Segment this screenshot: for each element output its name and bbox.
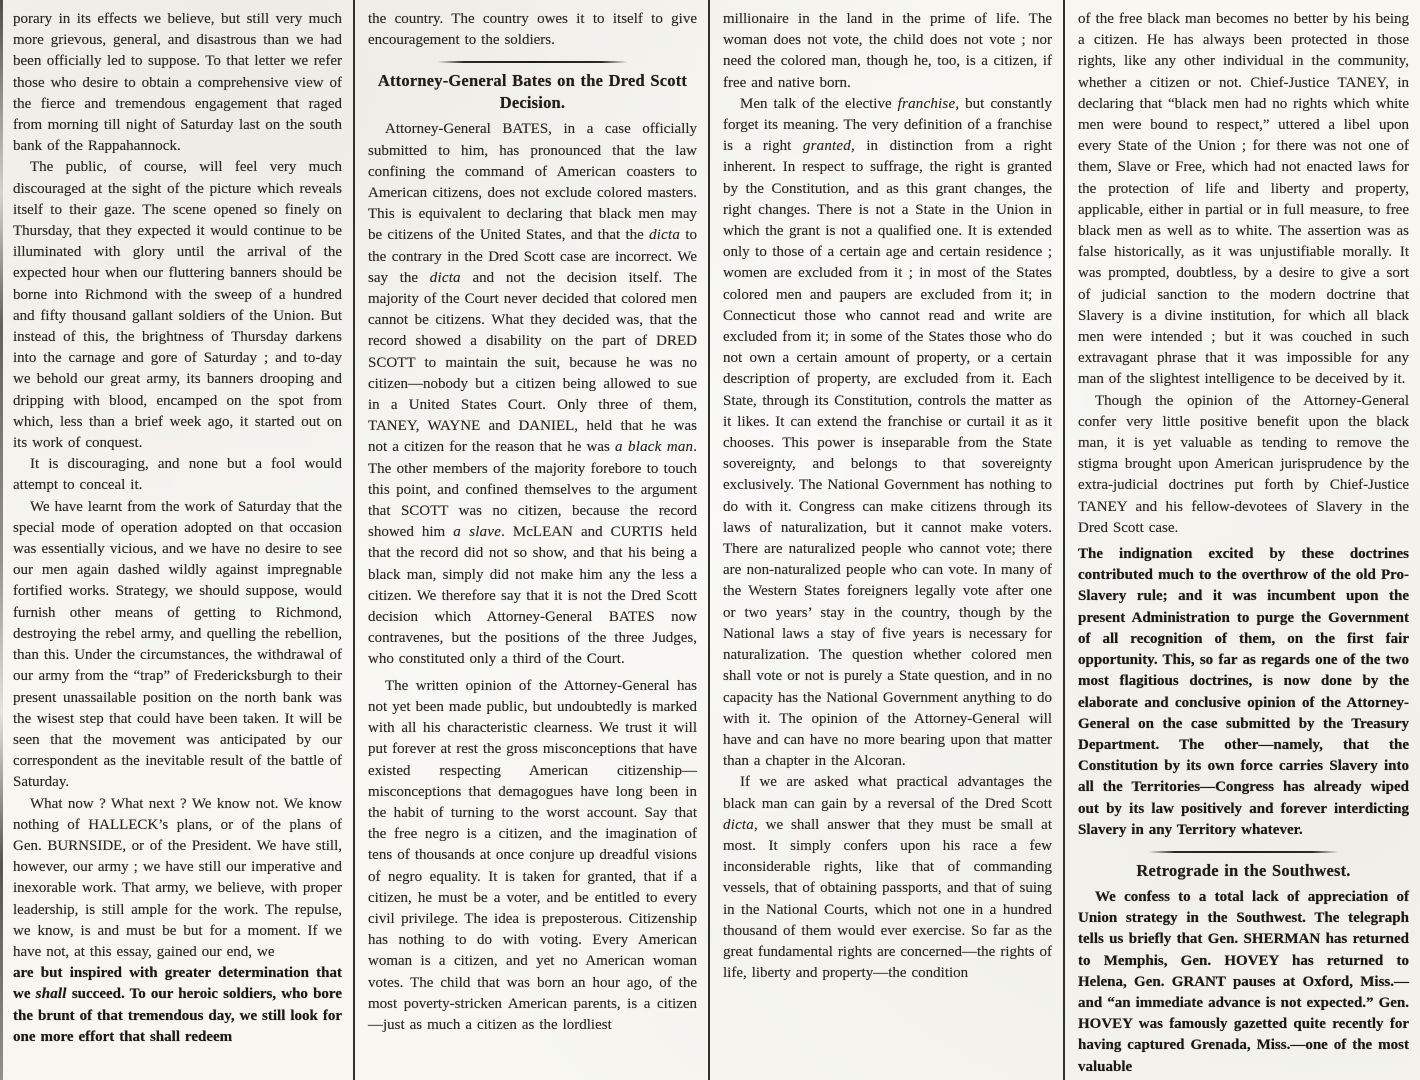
paragraph: The public, of course, will feel very much discouraged at the sight of the picture which reveals itself to their gaze. The scene opened so finely on Thursday, that they expected it would continue to be illuminated with glory until the arrival of the expected hour when our fluttering banners should be borne into Richmond with the sweep of a hundred and fifty thousand gallant soldiers of the Union. But instead of this, the brightness of Thursday darkens into the carnage and gore of Saturday ; and to-day we behold our great army, its banners drooping and dripping with blood, encamped on the spot from which, less than a brief week ago, it started out on its work of conquest. — [13, 159, 342, 452]
paragraph: We have learnt from the work of Saturday that the special mode of operation adopted on that occasion was essentially vicious, and we have no desire to see our men again dashed wildly against impregnable fortified works. Strategy, we should suppose, would furnish other means of getting to Richmond, destroying the rebel army, and quelling the rebellion, than this. Under the circumstances, the withdrawal of our army from the “trap” of Fredericksburgh to their present unassailable position on the north bank was the wisest step that could have been taken. It will be seen that the movement was anticipated by our correspondent as the inevitable result of the battle of Saturday. — [13, 498, 342, 791]
paragraph: We confess to a total lack of appreciation of Union strategy in the Southwest. The telegraph tells us briefly that Gen. SHERMAN has returned to Memphis, Gen. HOVEY has returned to Helena, Gen. GRANT pauses at Oxford, Miss.—and “an immediate advance is not expected.” Gen. HOVEY was famously gazetted quite recently for having captured Grenada, Miss.—one of the most valuable — [1078, 888, 1409, 1075]
column-3 — [710, 0, 1065, 1080]
paragraph: porary in its effects we believe, but still very much more grievous, general, and disastrous than we had been officially led to suppose. To that letter we refer those who desire to obtain a comprehensive view of the fierce and tremendous engagement that raged from morning till night of Saturday last on the south bank of the Rappahannock. — [13, 11, 342, 155]
paragraph: millionaire in the land in the prime of life. The woman does not vote, the child does not vote ; nor need the colored man, though he, too, is a citizen, if free and native born. — [723, 11, 1052, 91]
paragraph-bold-continuation: are but inspired with greater determination that we shall succeed. To our heroic soldiers, who bore the brunt of that tremendous day, we still look for one more effort that shall redeem — [13, 965, 342, 1045]
headline-retrograde-southwest: Retrograde in the Southwest. — [1136, 860, 1351, 880]
paragraph: If we are asked what practical advantages the black man can gain by a reversal of the Dred Scott dicta, we shall answer that they must be small at most. It simply confers upon his race a few inconsiderable rights, like that of commanding vessels, that of obtaining passports, and that of suing in the National Courts, which not one in a hundred thousand of them would ever exercise. So far as the great fundamental rights are concerned—the rights of life, liberty and property—the condition — [723, 774, 1052, 982]
paragraph: Men talk of the elective franchise, but constantly forget its meaning. The very definition of a franchise is a right granted, in distinction from a right inherent. In respect to suffrage, the right is granted by the Constitution, and as this grant changes, the right changes. There is not a State in the Union in which the grant is not a qualified one. It is extended only to those of a certain age and certain residence ; women are excluded from it ; in most of the States colored men and paupers are excluded from it; in Connecticut those who cannot read and write are excluded from it; in some of the States those who do not own a certain amount of property, or a certain description of property, are excluded from it. Each State, through its Constitution, controls the matter as it likes. It can extend the franchise or curtail it as it chooses. This power is inseparable from the State sovereignty, and belongs to that sovereignty exclusively. The National Government has nothing to do with it. Congress can make citizens through its laws of naturalization, but it cannot make voters. There are naturalized people who cannot vote; there are non-naturalized people who can vote. In many of the Western States foreigners legally vote after one or two years’ stay in the country, though by the National laws a stay of five years is necessary for naturalization. The question whether colored men shall vote or not is purely a State question, and in no capacity has the National Government anything to do with it. The opinion of the Attorney-General will have and can have no more bearing upon that matter than a chapter in the Alcoran. — [723, 95, 1053, 770]
paragraph: It is discouraging, and none but a fool would attempt to conceal it. — [13, 456, 342, 494]
column-4 — [1065, 0, 1420, 1080]
paragraph: What now ? What next ? We know not. We know nothing of HALLECK’s plans, or of the plans of Gen. BURNSIDE, or of the President. We have still, however, our army ; we have still our imperative and inexorable work. That army, we believe, with proper leadership, is still ample for the work. The repulse, we know, is and must be but for a moment. If we have not, at this essay, gained our end, we — [13, 795, 342, 960]
paragraph: The written opinion of the Attorney-General has not yet been made public, but undoubtedly is marked with all his characteristic clearness. We trust it will put forever at rest the gross misconceptions that have existed respecting American citizenship—misconceptions that demagogues have long been in the habit of turning to the worst account. Say that the free negro is a citizen, and the imagination of tens of thousands at once conjure up dreadful visions of negro equality. It is taken for granted, that if a citizen, he must be a voter, and be entitled to every civil privilege. The idea is preposterous. Citizenship has nothing to do with voting. Every American woman is a citizen, and yet no American woman votes. The child that was born an hour ago, of the most poverty-stricken American parents, is a citizen—just as much a citizen as the lordliest — [368, 677, 697, 1033]
paragraph: of the free black man becomes no better by his being a citizen. He has always been protected in those rights, like any other individual in the community, whether a citizen or not. Chief-Justice TANEY, in declaring that “black men had no rights which white men were bound to respect,” uttered a libel upon every State of the Union ; for there was not one of them, Slave or Free, which had not enacted laws for the protection of life and liberty and property, applicable, either in partial or in full measure, to free black men as well as to white. The assertion was as false historically, as it was unjustifiable morally. It was prompted, doubtless, by a desire to give a sort of judicial sanction to the modern doctrine that Slavery is a divine institution, for which all black men were intended ; but it was couched in such extravagant phrase that it was impossible for any man of the slightest intelligence to be deceived by it. — [1078, 11, 1409, 388]
paragraph-bold-editorial: The indignation excited by these doctrines contributed much to the overthrow of the old Pro-Slavery rule; and it was incumbent upon the present Administration to purge the Government of all recognition of them, on the first fair opportunity. This, so far as regards one of the two most flagitious doctrines, is now done by the elaborate and conclusive opinion of the Attorney-General on the case submitted by the Treasury Department. The other—namely, that the Constitution by its own force carries Slavery into all the Territories—Congress has already wiped out by its law positively and forever interdicting Slavery in any Territory whatever. — [1078, 546, 1409, 838]
section-divider — [437, 61, 628, 63]
paragraph: the country. The country owes it to itself to give encouragement to the soldiers. — [368, 11, 697, 49]
section-divider — [1148, 851, 1340, 853]
headline-attorney-general-bates: Attorney-General Bates on the Dred Scott Decision. — [377, 71, 688, 113]
column-2 — [355, 0, 710, 1080]
paragraph: Though the opinion of the Attorney-General confer very little positive benefit upon the black man, it is yet valuable as tending to remove the stigma brought upon American jurisprudence by the extra-judicial doctrines put forth by Chief-Justice TANEY and his fellow-devotees of Slavery in the Dred Scott case. — [1078, 392, 1409, 536]
column-1 — [0, 0, 355, 1080]
paragraph: Attorney-General BATES, in a case officially submitted to him, has pronounced that the law confining the command of American coasters to American citizens, does not exclude colored masters. This is equivalent to declaring that black men may be citizens of the United States, and that the dicta to the contrary in the Dred Scott case are incorrect. We say the dicta and not the decision itself. The majority of the Court never decided that colored men cannot be citizens. What they decided was, that the record showed a disability on the part of DRED SCOTT to maintain the suit, because he was no citizen—nobody but a citizen being allowed to sue in a United States Court. Only three of them, TANEY, WAYNE and DANIEL, held that he was not a citizen for the reason that he was a black man. The other members of the majority forebore to touch this point, and confined themselves to the argument that SCOTT was no citizen, because the record showed him a slave. McLEAN and CURTIS held that the record did not so show, and that his being a black man, simply did not make him any the less a citizen. We therefore say that it is not the Dred Scott decision which Attorney-General BATES now contravenes, but the positions of the three Judges, who constituted only a third of the Court. — [368, 121, 698, 668]
